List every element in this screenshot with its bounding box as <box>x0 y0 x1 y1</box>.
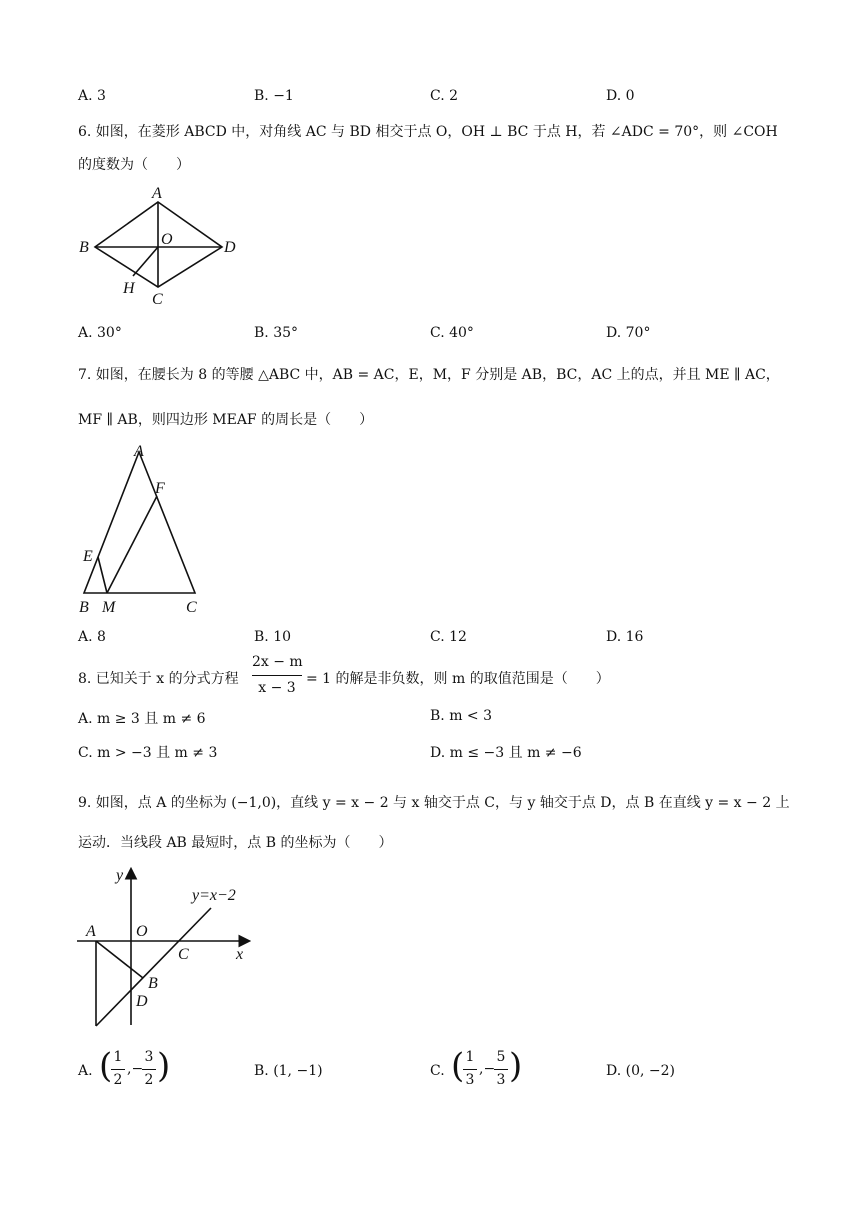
q9-option-a-open-paren: ( <box>99 1046 113 1086</box>
q6-label-h: H <box>123 280 135 297</box>
q7-triangle-figure <box>75 440 215 620</box>
q6-option-c: C. 40° <box>430 325 474 341</box>
q9-option-a-x-denominator: 2 <box>113 1072 123 1088</box>
q6-rhombus-figure <box>75 180 245 310</box>
q7-label-b: B <box>79 599 89 616</box>
q9-option-a-y-numerator: 3 <box>144 1049 154 1065</box>
q8-option-a: A. m ≥ 3 且 m ≠ 6 <box>78 711 206 727</box>
q9-option-a-close-paren: ) <box>157 1046 171 1086</box>
q9-option-a-x-numerator: 1 <box>113 1049 123 1065</box>
q7-stem-line1: 7. 如图，在腰长为 8 的等腰 △ABC 中，AB = AC，E，M，F 分别是 AB，BC，AC 上的点，并且 ME ∥ AC， <box>78 367 780 383</box>
q9-option-c-x-numerator: 1 <box>465 1049 475 1065</box>
q8-fraction-bar <box>252 675 302 676</box>
q9-option-c-x-bar <box>463 1069 477 1070</box>
q8-option-b: B. m < 3 <box>430 708 493 724</box>
q9-stem-line1: 9. 如图，点 A 的坐标为 (−1,0)，直线 y = x − 2 与 x 轴交于点 C，与 y 轴交于点 D，点 B 在直线 y = x − 2 上 <box>78 795 790 811</box>
q6-option-d: D. 70° <box>606 325 651 341</box>
q8-option-d: D. m ≤ −3 且 m ≠ −6 <box>430 745 582 761</box>
q9-label-c: C <box>178 946 189 963</box>
q7-option-c: C. 12 <box>430 629 467 645</box>
q7-option-b: B. 10 <box>254 629 292 645</box>
q9-option-c-close-paren: ) <box>509 1046 523 1086</box>
q7-label-a: A <box>134 443 144 460</box>
q8-fraction-denominator: x − 3 <box>258 680 296 696</box>
q5-option-c: C. 2 <box>430 88 459 104</box>
q9-label-d: D <box>136 993 148 1010</box>
q7-option-a: A. 8 <box>78 629 106 645</box>
q9-option-a-prefix: A. <box>78 1063 93 1079</box>
q9-label-y: y <box>116 867 124 884</box>
q7-option-d: D. 16 <box>606 629 644 645</box>
q9-label-o: O <box>136 923 148 940</box>
q5-option-b: B. −1 <box>254 88 294 104</box>
q7-label-e: E <box>83 548 93 565</box>
q9-label-b: B <box>148 975 158 992</box>
q9-option-c-prefix: C. <box>430 1063 445 1079</box>
q7-label-f: F <box>155 480 165 497</box>
q9-option-a-y-bar <box>142 1069 156 1070</box>
q6-label-c: C <box>152 291 163 308</box>
q9-coordinate-figure <box>74 860 274 1040</box>
q9-stem-line2: 运动．当线段 AB 最短时，点 B 的坐标为（ ） <box>78 835 393 851</box>
q8-option-c: C. m > −3 且 m ≠ 3 <box>78 745 218 761</box>
q7-label-m: M <box>102 599 116 616</box>
q9-label-x: x <box>236 946 244 963</box>
q8-stem-post: = 1 的解是非负数，则 m 的取值范围是（ ） <box>306 671 610 687</box>
q9-option-c-open-paren: ( <box>451 1046 465 1086</box>
q9-option-c-y-denominator: 3 <box>496 1072 506 1088</box>
q9-option-c-y-bar <box>494 1069 508 1070</box>
q6-stem-line2: 的度数为（ ） <box>78 157 190 173</box>
q9-option-a-x-bar <box>111 1069 125 1070</box>
q9-option-d: D. (0, −2) <box>606 1063 675 1079</box>
q5-option-a: A. 3 <box>78 88 106 104</box>
q6-label-b: B <box>79 239 89 256</box>
q6-label-a: A <box>152 185 162 202</box>
q9-label-a: A <box>86 923 96 940</box>
q5-option-d: D. 0 <box>606 88 635 104</box>
q9-option-a-separator: ,− <box>127 1061 144 1077</box>
q6-label-d: D <box>224 239 236 256</box>
q9-option-a-y-denominator: 2 <box>144 1072 154 1088</box>
q9-option-c-x-denominator: 3 <box>465 1072 475 1088</box>
q9-option-b: B. (1, −1) <box>254 1063 323 1079</box>
q6-stem-line1: 6. 如图，在菱形 ABCD 中，对角线 AC 与 BD 相交于点 O，OH ⊥ BC 于点 H，若 ∠ADC = 70°，则 ∠COH <box>78 124 778 140</box>
q9-option-c-separator: ,− <box>479 1061 496 1077</box>
q8-stem-pre: 8. 已知关于 x 的分式方程 <box>78 671 239 687</box>
q6-option-a: A. 30° <box>78 325 122 341</box>
q9-option-c-y-numerator: 5 <box>496 1049 506 1065</box>
q9-label-line: y=x−2 <box>192 887 236 904</box>
q8-fraction-numerator: 2x − m <box>252 654 303 670</box>
q7-label-c: C <box>186 599 197 616</box>
q7-stem-line2: MF ∥ AB，则四边形 MEAF 的周长是（ ） <box>78 412 374 428</box>
q6-label-o: O <box>161 231 173 248</box>
q6-option-b: B. 35° <box>254 325 299 341</box>
